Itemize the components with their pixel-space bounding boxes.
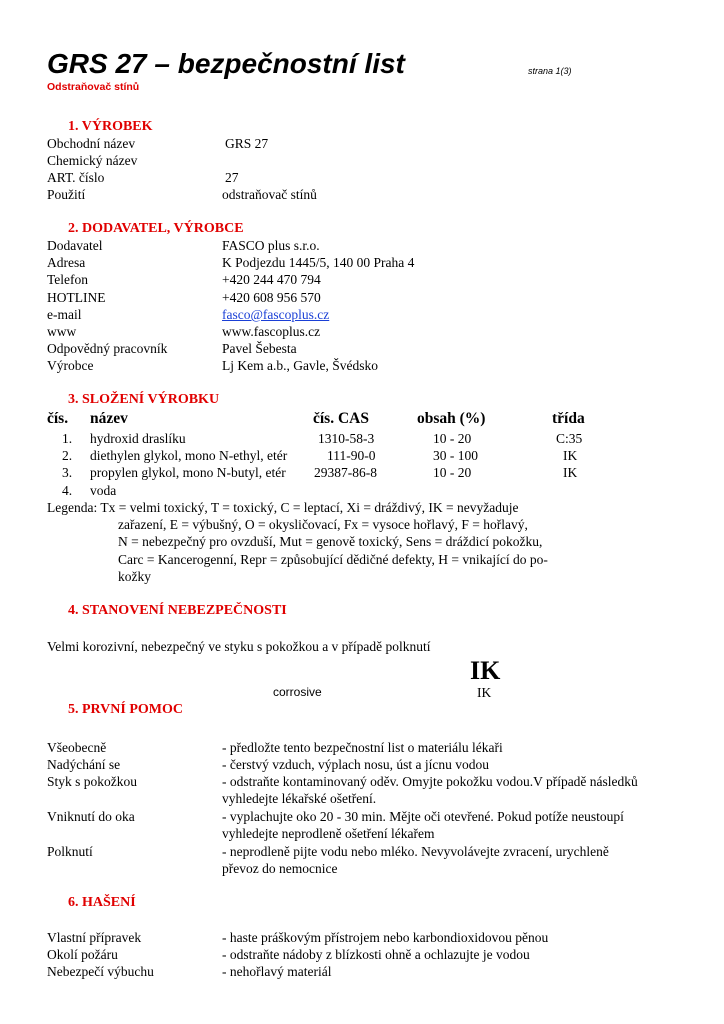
- s2-value-www: www.fascoplus.cz: [222, 324, 321, 339]
- product-subtitle: Odstraňovač stínů: [47, 81, 140, 93]
- s2-value-supplier: FASCO plus s.r.o.: [222, 238, 320, 253]
- col-header-name: název: [90, 410, 128, 427]
- col-header-class: třída: [552, 410, 585, 427]
- table-row-4-number: 4.: [62, 483, 73, 498]
- table-row-2-name: diethylen glykol, mono N-ethyl, etér: [90, 448, 288, 463]
- first-aid-text-skin-cont: vyhledejte lékařské ošetření.: [222, 791, 377, 806]
- table-row-1-content: 10 - 20: [433, 431, 472, 446]
- caption-corrosive: corrosive: [273, 685, 322, 699]
- caption-ik: IK: [477, 685, 492, 700]
- s1-value-trade-name: GRS 27: [225, 136, 269, 151]
- legend-line-4: Carc = Kancerogenní, Repr = způsobující dědičné defekty, H = vnikající do po-: [118, 552, 548, 567]
- first-aid-text-skin: - odstraňte kontaminovaný oděv. Omyjte pokožku vodou.V případě následků: [222, 774, 638, 789]
- s2-label-manufacturer: Výrobce: [47, 358, 94, 373]
- table-row-1-name: hydroxid draslíku: [90, 431, 186, 446]
- table-row-1-class: C:35: [556, 431, 583, 446]
- fire-text-surroundings: - odstraňte nádoby z blízkosti ohně a ochlazujte je vodou: [222, 947, 530, 962]
- s2-label-supplier: Dodavatel: [47, 238, 103, 253]
- first-aid-label-ingestion: Polknutí: [47, 844, 93, 859]
- page-number: strana 1(3): [528, 66, 572, 76]
- col-header-number: čís.: [47, 410, 69, 427]
- table-row-2-content: 30 - 100: [433, 448, 478, 463]
- s2-label-www: www: [47, 324, 77, 339]
- section-3-heading: 3. SLOŽENÍ VÝROBKU: [68, 392, 220, 407]
- table-row-3-cas: 29387-86-8: [314, 465, 377, 480]
- col-header-cas: čís. CAS: [313, 410, 369, 427]
- fire-label-explosion: Nebezpečí výbuchu: [47, 964, 154, 979]
- fire-text-product: - haste práškovým přístrojem nebo karbondioxidovou pěnou: [222, 930, 549, 945]
- table-row-1-cas: 1310-58-3: [318, 431, 375, 446]
- s1-label-trade-name: Obchodní název: [47, 136, 136, 151]
- first-aid-text-inhalation: - čerstvý vzduch, výplach nosu, úst a jícnu vodou: [222, 757, 489, 772]
- document-title: GRS 27 – bezpečnostní list: [47, 48, 405, 79]
- first-aid-label-skin: Styk s pokožkou: [47, 774, 138, 789]
- s2-value-hotline: +420 608 956 570: [222, 290, 321, 305]
- s2-label-address: Adresa: [47, 255, 86, 270]
- first-aid-text-ingestion-cont: převoz do nemocnice: [222, 861, 338, 876]
- s2-value-phone: +420 244 470 794: [222, 272, 321, 287]
- section-1-heading: 1. VÝROBEK: [68, 119, 153, 134]
- col-header-content: obsah (%): [417, 410, 486, 427]
- s2-label-hotline: HOTLINE: [47, 290, 106, 305]
- table-row-3-class: IK: [563, 465, 578, 480]
- legend-line-5: kožky: [118, 569, 151, 584]
- legend-line-1: Legenda: Tx = velmi toxický, T = toxický, C = leptací, Xi = dráždivý, IK = nevyžaduje: [47, 500, 519, 515]
- s1-label-art-number: ART. číslo: [47, 170, 105, 185]
- first-aid-label-general: Všeobecně: [47, 740, 107, 755]
- table-row-3-name: propylen glykol, mono N-butyl, etér: [90, 465, 286, 480]
- s2-value-manufacturer: Lj Kem a.b., Gavle, Švédsko: [222, 358, 378, 373]
- s2-label-phone: Telefon: [47, 272, 89, 287]
- first-aid-label-inhalation: Nadýchání se: [47, 757, 121, 772]
- first-aid-label-eyes: Vniknutí do oka: [47, 809, 135, 824]
- table-row-2-number: 2.: [62, 448, 73, 463]
- s1-label-usage: Použití: [47, 187, 86, 202]
- first-aid-text-ingestion: - neprodleně pijte vodu nebo mléko. Nevyvolávejte zvracení, urychleně: [222, 844, 609, 859]
- s2-value-responsible: Pavel Šebesta: [222, 341, 297, 356]
- s2-label-responsible: Odpovědný pracovník: [47, 341, 168, 356]
- table-row-1-number: 1.: [62, 431, 73, 446]
- section-4-heading: 4. STANOVENÍ NEBEZPEČNOSTI: [68, 603, 287, 618]
- table-row-3-number: 3.: [62, 465, 73, 480]
- hazard-statement: Velmi korozivní, nebezpečný ve styku s pokožkou a v případě polknutí: [47, 639, 431, 654]
- table-row-3-content: 10 - 20: [433, 465, 472, 480]
- table-row-2-cas: 111-90-0: [327, 448, 376, 463]
- s1-label-chemical-name: Chemický název: [47, 153, 138, 168]
- fire-text-explosion: - nehořlavý materiál: [222, 964, 332, 979]
- first-aid-text-general: - předložte tento bezpečnostní list o materiálu lékaři: [222, 740, 503, 755]
- section-2-heading: 2. DODAVATEL, VÝROBCE: [68, 221, 244, 236]
- s1-value-art-number: 27: [225, 170, 239, 185]
- first-aid-text-eyes-cont: vyhledejte neprodleně ošetření lékařem: [222, 826, 435, 841]
- first-aid-text-eyes: - vyplachujte oko 20 - 30 min. Mějte oči otevřené. Pokud potíže neustoupí: [222, 809, 624, 824]
- s1-value-usage: odstraňovač stínů: [222, 187, 317, 202]
- legend-line-2: zařazení, E = výbušný, O = okysličovací, Fx = vysoce hořlavý, F = hořlavý,: [118, 517, 528, 532]
- table-row-4-name: voda: [90, 483, 117, 498]
- section-6-heading: 6. HAŠENÍ: [68, 895, 136, 910]
- hazard-symbol-ik: IK: [470, 656, 501, 685]
- fire-label-surroundings: Okolí požáru: [47, 947, 118, 962]
- table-row-2-class: IK: [563, 448, 578, 463]
- s2-label-email: e-mail: [47, 307, 82, 322]
- email-link[interactable]: fasco@fascoplus.cz: [222, 307, 330, 322]
- section-5-heading: 5. PRVNÍ POMOC: [68, 702, 183, 717]
- legend-line-3: N = nebezpečný pro ovzduší, Mut = genově toxický, Sens = dráždicí pokožku,: [118, 534, 543, 549]
- fire-label-product: Vlastní přípravek: [47, 930, 142, 945]
- s2-value-address: K Podjezdu 1445/5, 140 00 Praha 4: [222, 255, 415, 270]
